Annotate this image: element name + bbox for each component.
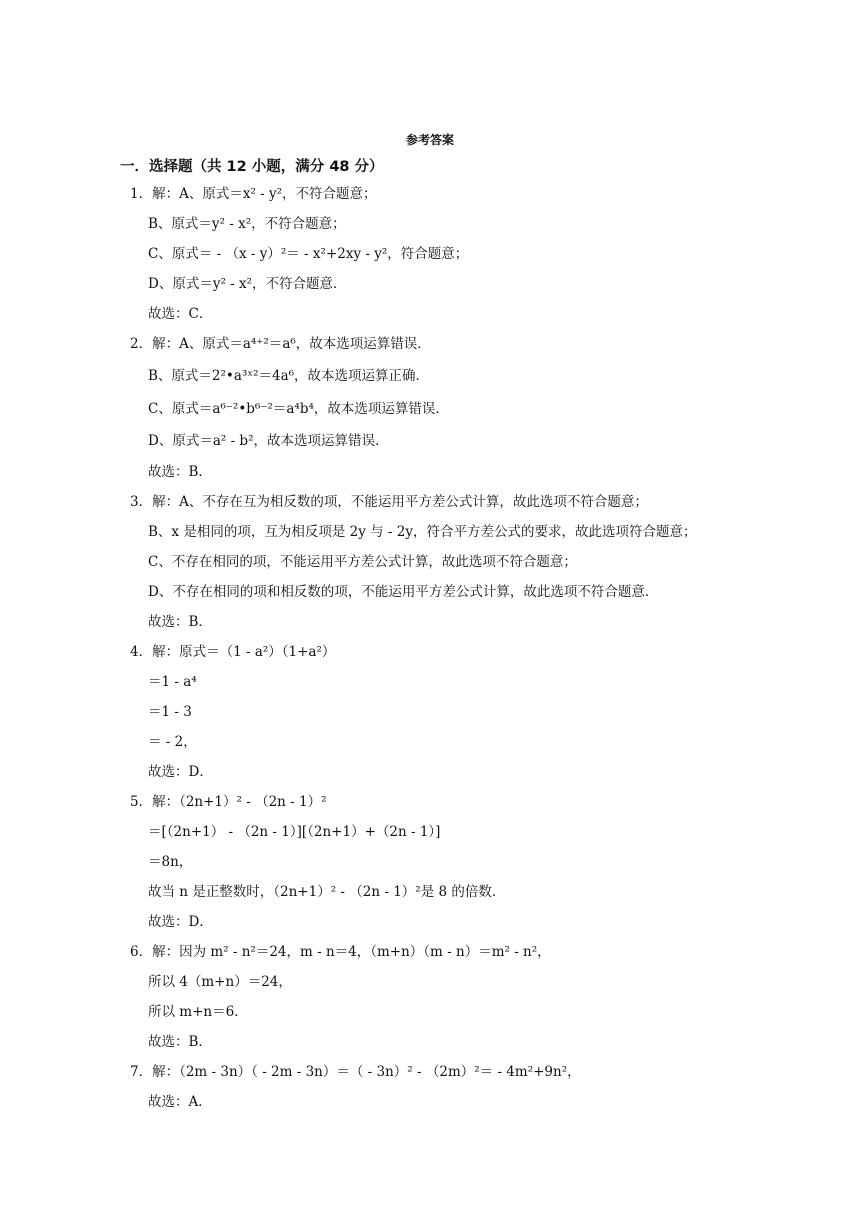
- answer-line: C、原式＝a⁶⁻²•b⁶⁻²＝a⁴b⁴，故本选项运算错误．: [148, 401, 449, 417]
- answer-line: 故选：B．: [148, 614, 212, 630]
- answer-line: 3．解：A、不存在互为相反数的项，不能运用平方差公式计算，故此选项不符合题意；: [130, 494, 648, 510]
- answer-line: ＝1 - 3: [148, 704, 192, 720]
- answer-line: B、x 是相同的项，互为相反项是 2y 与 - 2y，符合平方差公式的要求，故此选项符合题意；: [148, 524, 697, 540]
- answer-line: 故选：D．: [148, 764, 213, 780]
- answer-line: C、原式＝ - （x - y）²＝ - x²+2xy - y²，符合题意；: [148, 246, 469, 262]
- answer-line: ＝8n，: [148, 854, 193, 870]
- answer-line: D、原式＝a² - b²，故本选项运算错误．: [148, 433, 389, 449]
- answer-line: D、不存在相同的项和相反数的项，不能运用平方差公式计算，故此选项不符合题意．: [148, 584, 659, 600]
- answer-line: B、原式＝y² - x²，不符合题意；: [148, 216, 346, 232]
- answer-line: C、不存在相同的项，不能运用平方差公式计算，故此选项不符合题意；: [148, 554, 577, 570]
- answer-line: 故选：B．: [148, 464, 212, 480]
- answer-line: D、原式＝y² - x²，不符合题意．: [148, 276, 347, 292]
- answer-line: 所以 4（m+n）＝24，: [148, 974, 292, 990]
- answer-line: B、原式＝2²•a³ˣ²＝4a⁶，故本选项运算正确．: [148, 368, 430, 384]
- answer-line: 故当 n 是正整数时，（2n+1）² - （2n - 1）²是 8 的倍数．: [148, 884, 506, 900]
- answer-line: 故选：D．: [148, 914, 213, 930]
- answer-line: 5．解：（2n+1）² - （2n - 1）²: [130, 794, 327, 810]
- answer-line: 2．解：A、原式＝a⁴⁺²＝a⁶，故本选项运算错误．: [130, 336, 431, 352]
- answer-line: ＝ - 2，: [148, 734, 197, 750]
- answer-line: 4．解：原式＝（1 - a²）（1+a²）: [130, 644, 336, 660]
- answer-line: 7．解：（2m - 3n）（ - 2m - 3n）＝（ - 3n）² - （2m）²＝ - 4m²+9n²，: [130, 1064, 581, 1080]
- answer-line: 故选：C．: [148, 306, 213, 322]
- answer-line: ＝1 - a⁴: [148, 674, 197, 690]
- answer-line: 1．解：A、原式＝x² - y²，不符合题意；: [130, 186, 377, 202]
- page-title: 参考答案: [405, 133, 454, 147]
- answer-line: 6．解：因为 m² - n²＝24，m - n＝4，（m+n）（m - n）＝m² - n²，: [130, 944, 551, 960]
- answer-line: ＝[（2n+1） - （2n - 1）][（2n+1）+（2n - 1）]: [148, 824, 441, 840]
- answer-line: 故选：B．: [148, 1034, 212, 1050]
- answer-line: 所以 m+n＝6．: [148, 1004, 248, 1020]
- answer-line: 故选：A．: [148, 1094, 212, 1110]
- section-heading: 一．选择题（共 12 小题，满分 48 分）: [120, 159, 384, 175]
